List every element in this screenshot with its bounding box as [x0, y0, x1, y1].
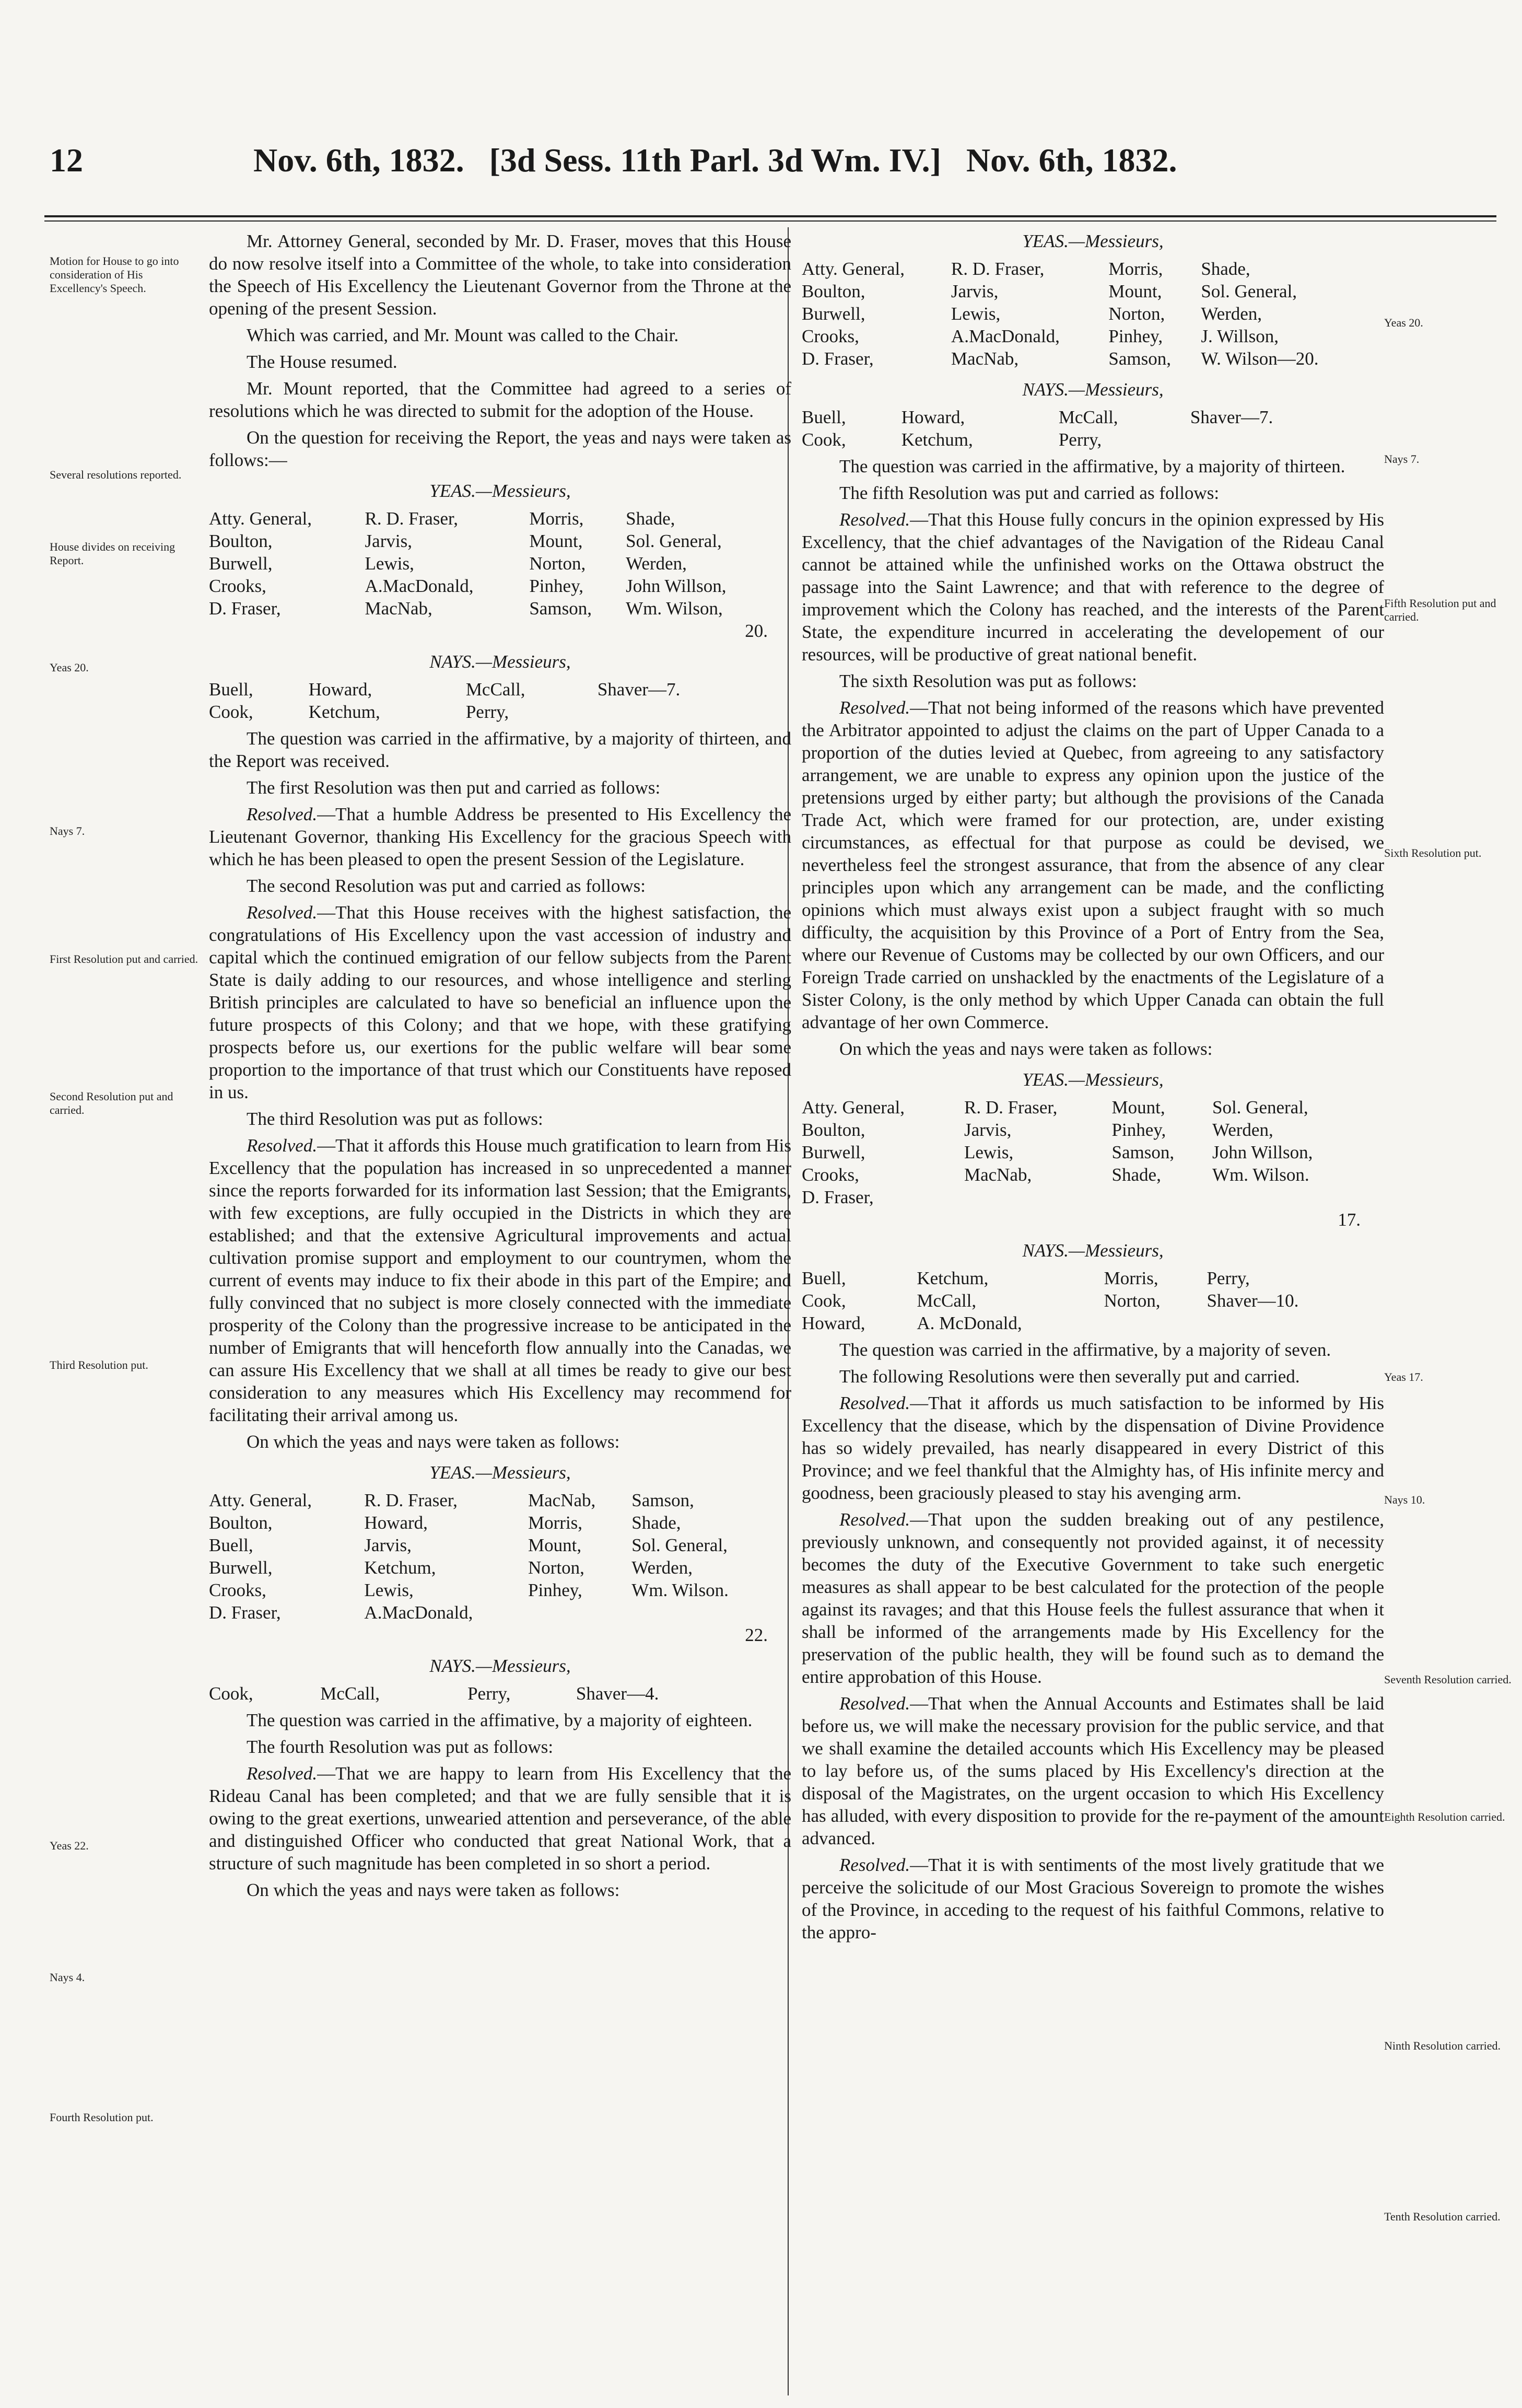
member-name: Howard,: [364, 1513, 428, 1533]
member-name: Shade,: [626, 508, 675, 529]
member-name: Shaver—7.: [597, 679, 681, 700]
side-note: Yeas 20.: [50, 661, 89, 674]
member-name: Werden,: [1201, 304, 1262, 324]
vote-row: [209, 1534, 778, 1556]
vote-row: [802, 1096, 1371, 1119]
resolved-lead: Resolved.: [247, 1135, 318, 1156]
member-name: McCall,: [1058, 407, 1118, 427]
member-name: Norton,: [529, 553, 586, 574]
vote-row: [209, 575, 778, 597]
paragraph: The first Resolution was then put and carried as follows:: [247, 777, 661, 798]
resolution-text: —That it affords this House much gratification to learn from His Excellency that the population has increased in so unprecedented a manner since the reports forwarded for its information last Session; that the Emigrants, with few exceptions, are fully occupied in the Districts in which they are established; and that the extensive Agricultural improvements and actual cultivation promise support and employment to our countrymen, whom the current of events may induce to fix their abode in this part of the Empire; and fully convinced that no subject is more closely connected with the immediate prosperity of the Colony than the progressive increase to be anticipated in the number of Emigrants that will henceforth flow annually into the Canadas, we can assure His Excellency that we shall at all times be ready to give our best consideration to any measures which His Excellency may recommend for facilitating their arrival among us.: [209, 1135, 791, 1425]
member-name: Morris,: [1104, 1268, 1158, 1288]
side-note: Tenth Resolution carried.: [1384, 2210, 1501, 2223]
resolution: [802, 1392, 1384, 1504]
paragraph: The House resumed.: [247, 352, 397, 372]
resolved-lead: Resolved.: [247, 1763, 318, 1784]
member-name: Cook,: [802, 429, 846, 450]
vote-row: [802, 1267, 1371, 1289]
page-number: 12: [50, 142, 83, 179]
resolution-text: —That it affords us much satisfaction to be informed by His Excellency that the disease, which by the dispensation of Divine Providence has so widely prevailed, has nearly disappeared in every District of this Province; and we feel thankful that the Almighty has, of His infinite mercy and goodness, been graciously pleased to stay his avenging arm.: [802, 1393, 1384, 1503]
member-name: Norton,: [528, 1557, 584, 1578]
side-note: Eighth Resolution carried.: [1384, 1810, 1505, 1823]
member-name: D. Fraser,: [209, 1602, 281, 1623]
member-name: Mount,: [1108, 281, 1162, 301]
member-name: Jarvis,: [951, 281, 999, 301]
member-name: [1190, 428, 1371, 451]
vote-row: [802, 1186, 1371, 1208]
side-note: House divides on receiving Report.: [50, 540, 175, 567]
side-note: Nays 4.: [50, 1971, 85, 1984]
member-name: Sol. General,: [626, 531, 722, 551]
vote-total: 20.: [745, 621, 768, 641]
yeas-heading: YEAS.—Messieurs,: [429, 481, 571, 501]
member-name: Ketchum,: [901, 429, 973, 450]
right-column: [802, 230, 1384, 1948]
member-name: Atty. General,: [802, 1097, 905, 1118]
member-name: Pinhey,: [528, 1580, 582, 1600]
resolution-text: —That a humble Address be presented to His Excellency the Lieutenant Governor, thanking His Excellency for the gracious Speech with which he has been pleased to open the present Session of the Legislature.: [209, 804, 791, 869]
yeas-table: [802, 258, 1371, 370]
member-name: Ketchum,: [308, 702, 380, 722]
vote-row: [209, 530, 778, 552]
vote-row: [209, 1556, 778, 1579]
resolved-lead: Resolved.: [839, 1855, 910, 1875]
member-name: R. D. Fraser,: [364, 1490, 458, 1510]
paragraph: The question was carried in the affirmative, by a majority of thirteen.: [839, 456, 1345, 476]
member-name: A.MacDonald,: [365, 576, 474, 596]
paragraph: The sixth Resolution was put as follows:: [839, 671, 1137, 691]
member-name: Boulton,: [802, 281, 865, 301]
nays-table: [209, 678, 778, 723]
member-name: Jarvis,: [964, 1120, 1012, 1140]
paragraph: The fifth Resolution was put and carried as follows:: [839, 483, 1220, 503]
member-name: Lewis,: [365, 553, 414, 574]
paragraph: The third Resolution was put as follows:: [247, 1109, 543, 1129]
member-name: [528, 1601, 631, 1624]
member-name: McCall,: [917, 1290, 977, 1311]
member-name: Mount,: [528, 1535, 582, 1555]
resolution: [209, 1762, 791, 1875]
member-name: Shaver—4.: [576, 1683, 659, 1704]
member-name: J. Willson,: [1201, 326, 1279, 346]
side-note: Third Resolution put.: [50, 1358, 148, 1371]
vote-row: [802, 1119, 1371, 1141]
vote-row: [209, 1682, 778, 1705]
yeas-heading: YEAS.—Messieurs,: [1022, 231, 1164, 251]
member-name: Crooks,: [802, 326, 859, 346]
left-column: [209, 230, 791, 1905]
paragraph: The question was carried in the affirmative, by a majority of seven.: [839, 1340, 1331, 1360]
vote-row: [802, 1289, 1371, 1312]
yeas-heading: YEAS.—Messieurs,: [1022, 1069, 1164, 1090]
member-name: Norton,: [1104, 1290, 1161, 1311]
side-note: Yeas 22.: [50, 1839, 89, 1852]
vote-total-row: [209, 620, 778, 642]
member-name: Howard,: [901, 407, 965, 427]
member-name: MacNab,: [964, 1165, 1032, 1185]
side-note: Yeas 17.: [1384, 1370, 1423, 1383]
member-name: Lewis,: [951, 304, 1001, 324]
member-name: Howard,: [802, 1313, 865, 1333]
member-name: [631, 1601, 778, 1624]
member-name: [1112, 1186, 1212, 1208]
member-name: Jarvis,: [364, 1535, 412, 1555]
member-name: D. Fraser,: [802, 1187, 874, 1207]
member-name: Atty. General,: [209, 1490, 312, 1510]
member-name: [1104, 1312, 1207, 1334]
member-name: Sol. General,: [1201, 281, 1297, 301]
vote-row: [209, 597, 778, 620]
resolved-lead: Resolved.: [839, 697, 910, 718]
vote-row: [209, 1579, 778, 1601]
member-name: Buell,: [209, 1535, 253, 1555]
member-name: Werden,: [631, 1557, 693, 1578]
yeas-table: [209, 1489, 778, 1646]
resolved-lead: Resolved.: [247, 902, 318, 923]
paragraph: The fourth Resolution was put as follows:: [247, 1737, 554, 1757]
side-note: Nays 10.: [1384, 1493, 1425, 1506]
vote-row: [802, 325, 1371, 347]
member-name: Samson,: [1111, 1142, 1175, 1162]
member-name: Burwell,: [209, 553, 273, 574]
side-note: Sixth Resolution put.: [1384, 846, 1482, 859]
resolution: [209, 901, 791, 1103]
member-name: A.MacDonald,: [364, 1602, 473, 1623]
member-name: Lewis,: [364, 1580, 414, 1600]
resolution-text: —That this House fully concurs in the opinion expressed by His Excellency, that the chief advantages of the Navigation of the Rideau Canal cannot be attained while the unfinished works on the Ottawa obstruct the passage into the Saint Lawrence; and that with reference to the degree of improvement which the Colony has reached, and the interests of the Parent State, the expenditure incurred in accelerating the developement of our resources, will be productive of great national benefit.: [802, 509, 1384, 665]
member-name: Jarvis,: [365, 531, 412, 551]
resolved-lead: Resolved.: [247, 804, 318, 824]
member-name: Buell,: [802, 407, 846, 427]
member-name: Crooks,: [209, 1580, 266, 1600]
vote-total-row: [209, 1624, 778, 1646]
member-name: R. D. Fraser,: [964, 1097, 1058, 1118]
member-name: MacNab,: [365, 598, 432, 619]
member-name: Burwell,: [209, 1557, 273, 1578]
member-name: Boulton,: [209, 1513, 273, 1533]
resolution-text: —That it is with sentiments of the most lively gratitude that we perceive the solicitude of our Most Gracious Sovereign to promote the wishes of the Province, in acceding to the request of his faithful Commons, relative to the appro-: [802, 1855, 1384, 1942]
member-name: Cook,: [209, 1683, 253, 1704]
member-name: [964, 1186, 1112, 1208]
member-name: McCall,: [465, 679, 525, 700]
member-name: Morris,: [1108, 259, 1163, 279]
member-name: John Willson,: [1212, 1142, 1313, 1162]
resolution-text: —That we are happy to learn from His Excellency that the Rideau Canal has been completed; and that we are fully sensible that it is owing to the great exertions, unwearied attention and perseverance, of the able and distinguished Officer who conducted that great National Work, that a structure of such magnitude has been completed in so short a period.: [209, 1763, 791, 1874]
vote-row: [802, 303, 1371, 325]
side-note: Fourth Resolution put.: [50, 2111, 154, 2124]
side-note: Motion for House to go into consideration of His Excellency's Speech.: [50, 254, 179, 295]
vote-total: 17.: [1338, 1209, 1361, 1230]
member-name: R. D. Fraser,: [365, 508, 458, 529]
yeas-heading: YEAS.—Messieurs,: [429, 1462, 571, 1483]
member-name: Wm. Wilson,: [626, 598, 723, 619]
vote-total-row: [802, 1208, 1371, 1231]
member-name: Norton,: [1108, 304, 1165, 324]
member-name: [598, 701, 778, 723]
member-name: Lewis,: [964, 1142, 1014, 1162]
paragraph: On the question for receiving the Report, the yeas and nays were taken as follows:—: [209, 427, 791, 470]
member-name: McCall,: [320, 1683, 380, 1704]
vote-row: [802, 280, 1371, 303]
paragraph: Which was carried, and Mr. Mount was called to the Chair.: [247, 325, 679, 345]
side-note: Seventh Resolution carried.: [1384, 1673, 1512, 1686]
resolution: [802, 1854, 1384, 1944]
side-note: Ninth Resolution carried.: [1384, 2039, 1501, 2052]
member-name: Perry,: [465, 702, 509, 722]
member-name: [1212, 1186, 1371, 1208]
member-name: Morris,: [529, 508, 584, 529]
running-head: Nov. 6th, 1832. [3d Sess. 11th Parl. 3d Wm. IV.] Nov. 6th, 1832.: [253, 142, 1177, 179]
vote-row: [209, 1511, 778, 1534]
member-name: [1207, 1312, 1371, 1334]
vote-row: [209, 1489, 778, 1511]
paragraph: The second Resolution was put and carried as follows:: [247, 876, 646, 896]
member-name: Buell,: [802, 1268, 846, 1288]
header-rule-thin: [44, 220, 1496, 222]
yeas-table: [209, 507, 778, 642]
member-name: Samson,: [529, 598, 592, 619]
side-note: Nays 7.: [50, 824, 85, 837]
yeas-table: [802, 1096, 1371, 1231]
member-name: Pinhey,: [1111, 1120, 1166, 1140]
resolution-text: —That this House receives with the highest satisfaction, the congratulations of His Excellency upon the vast accession of industry and capital which the continued emigration of our fellow subjects from the Parent State is daily adding to our resources, and whose intelligence and sterling British principles are calculated to have so beneficial an influence upon the future prospects of this Colony; and that we hope, with these gratifying prospects before us, our exertions for the public welfare will bear some proportion to the importance of that trust which our Constituents have reposed in us.: [209, 902, 791, 1102]
member-name: Wm. Wilson.: [631, 1580, 729, 1600]
vote-row: [802, 428, 1371, 451]
paragraph: The following Resolutions were then severally put and carried.: [839, 1366, 1300, 1387]
member-name: Shaver—10.: [1207, 1290, 1299, 1311]
vote-total: 22.: [745, 1625, 768, 1645]
resolution: [209, 1134, 791, 1426]
vote-row: [802, 1312, 1371, 1334]
running-header: [50, 141, 1502, 199]
nays-heading: NAYS.—Messieurs,: [1022, 379, 1164, 400]
vote-row: [802, 258, 1371, 280]
member-name: Atty. General,: [209, 508, 312, 529]
member-name: Pinhey,: [1108, 326, 1163, 346]
paragraph: On which the yeas and nays were taken as follows:: [247, 1880, 620, 1900]
member-name: Shade,: [1111, 1165, 1161, 1185]
resolution: [802, 508, 1384, 666]
member-name: Sol. General,: [1212, 1097, 1308, 1118]
resolved-lead: Resolved.: [839, 1693, 910, 1714]
resolved-lead: Resolved.: [839, 1393, 910, 1413]
vote-row: [209, 701, 778, 723]
side-note: Several resolutions reported.: [50, 468, 182, 481]
member-name: D. Fraser,: [802, 348, 874, 369]
member-name: A. McDonald,: [917, 1313, 1022, 1333]
nays-table: [802, 406, 1371, 451]
member-name: Crooks,: [209, 576, 266, 596]
member-name: Perry,: [1207, 1268, 1250, 1288]
member-name: Shaver—7.: [1190, 407, 1273, 427]
member-name: Werden,: [1212, 1120, 1273, 1140]
member-name: Cook,: [209, 702, 253, 722]
vote-row: [209, 678, 778, 701]
member-name: Shade,: [1201, 259, 1250, 279]
nays-heading: NAYS.—Messieurs,: [429, 1656, 571, 1676]
resolved-lead: Resolved.: [839, 509, 910, 530]
header-rule-thick: [44, 215, 1496, 217]
member-name: Crooks,: [802, 1165, 859, 1185]
side-note: Nays 7.: [1384, 452, 1420, 466]
resolved-lead: Resolved.: [839, 1509, 910, 1530]
resolution: [802, 1692, 1384, 1849]
resolution: [802, 696, 1384, 1033]
member-name: Boulton,: [802, 1120, 865, 1140]
resolution: [802, 1508, 1384, 1688]
member-name: John Willson,: [626, 576, 727, 596]
side-note: Yeas 20.: [1384, 316, 1423, 329]
member-name: Ketchum,: [364, 1557, 436, 1578]
resolution: [209, 803, 791, 870]
member-name: Sol. General,: [631, 1535, 728, 1555]
member-name: Burwell,: [802, 1142, 865, 1162]
member-name: A.MacDonald,: [951, 326, 1060, 346]
member-name: Werden,: [626, 553, 687, 574]
member-name: Perry,: [467, 1683, 511, 1704]
nays-heading: NAYS.—Messieurs,: [429, 652, 571, 672]
resolution-text: —That upon the sudden breaking out of any pestilence, previously unknown, and consequently not provided against, it of necessity becomes the duty of the Executive Government to take such energetic measures as shall appear to be best calculated for the protection of the people against its ravages; and that this House feels the fullest assurance that when it shall be informed of the arrangements made by His Excellency for the preservation of the public health, they will be found such as to demand the entire approbation of this House.: [802, 1509, 1384, 1687]
vote-row: [209, 507, 778, 530]
member-name: Cook,: [802, 1290, 846, 1311]
member-name: Shade,: [631, 1513, 681, 1533]
paragraph: On which the yeas and nays were taken as follows:: [247, 1432, 620, 1452]
resolution-text: —That when the Annual Accounts and Estimates shall be laid before us, we will make the necessary provision for the public service, and that we shall examine the detailed accounts which His Excellency may be pleased to lay before us, of the sums placed by His Excellency's direction at the disposal of the Magistrates, on the urgent occasion to which His Excellency has alluded, with every disposition to provide for the re-payment of the amount advanced.: [802, 1693, 1384, 1848]
member-name: Howard,: [308, 679, 372, 700]
vote-row: [802, 347, 1371, 370]
paragraph: Mr. Attorney General, seconded by Mr. D. Fraser, moves that this House do now resolve itself into a Committee of the whole, to take into consideration the Speech of His Excellency the Lieutenant Governor from the Throne at the opening of the present Session.: [209, 231, 791, 319]
member-name: Mount,: [529, 531, 583, 551]
vote-row: [209, 552, 778, 575]
vote-row: [209, 1601, 778, 1624]
member-name: Mount,: [1111, 1097, 1165, 1118]
member-name: Wm. Wilson.: [1212, 1165, 1309, 1185]
vote-row: [802, 1141, 1371, 1164]
member-name: MacNab,: [951, 348, 1019, 369]
member-name: Morris,: [528, 1513, 583, 1533]
member-name: Ketchum,: [917, 1268, 989, 1288]
member-name: Atty. General,: [802, 259, 905, 279]
vote-row: [802, 1164, 1371, 1186]
paragraph: On which the yeas and nays were taken as follows:: [839, 1039, 1213, 1059]
paragraph: The question was carried in the affimative, by a majority of eighteen.: [247, 1710, 753, 1730]
member-name: Perry,: [1058, 429, 1102, 450]
nays-heading: NAYS.—Messieurs,: [1022, 1240, 1164, 1261]
member-name: Boulton,: [209, 531, 273, 551]
member-name: MacNab,: [528, 1490, 596, 1510]
member-name: Buell,: [209, 679, 253, 700]
nays-table: [209, 1682, 778, 1705]
member-name: R. D. Fraser,: [951, 259, 1045, 279]
member-name: D. Fraser,: [209, 598, 281, 619]
side-note: Second Resolution put and carried.: [50, 1090, 173, 1116]
member-name: Samson,: [631, 1490, 694, 1510]
side-note: First Resolution put and carried.: [50, 952, 198, 965]
resolution-text: —That not being informed of the reasons which have prevented the Arbitrator appointed to adjust the claims on the part of Upper Canada to a proportion of the duties levied at Quebec, from agreeing to any satisfactory arrangement, we are unable to express any opinion upon the justice of the pretensions urged by either party; but although the provisions of the Canada Trade Act, which were framed for our protection, are, under existing circumstances, as effectual for that purpose as could be devised, we nevertheless feel the strongest assurance, that from the absence of any clear principles upon which any arrangement can be made, and the conflicting opinions which must always exist upon a subject fraught with so much difficulty, the acquisition by this Province of a Port of Entry from the Sea, where our Revenue of Customs may be collected by our own Officers, and our Foreign Trade carried on unshackled by the enactments of the Legislature of a Sister Colony, is the only method by which Upper Canada can obtain the full advantage of her own Commerce.: [802, 697, 1384, 1032]
paragraph: Mr. Mount reported, that the Committee had agreed to a series of resolutions which he was directed to submit for the adoption of the House.: [209, 378, 791, 421]
member-name: W. Wilson—20.: [1201, 348, 1319, 369]
nays-table: [802, 1267, 1371, 1334]
member-name: Burwell,: [802, 304, 865, 324]
member-name: Samson,: [1108, 348, 1172, 369]
member-name: Pinhey,: [529, 576, 584, 596]
side-note: Fifth Resolution put and carried.: [1384, 597, 1496, 623]
vote-row: [802, 406, 1371, 428]
paragraph: The question was carried in the affirmative, by a majority of thirteen, and the Report was received.: [209, 728, 791, 771]
